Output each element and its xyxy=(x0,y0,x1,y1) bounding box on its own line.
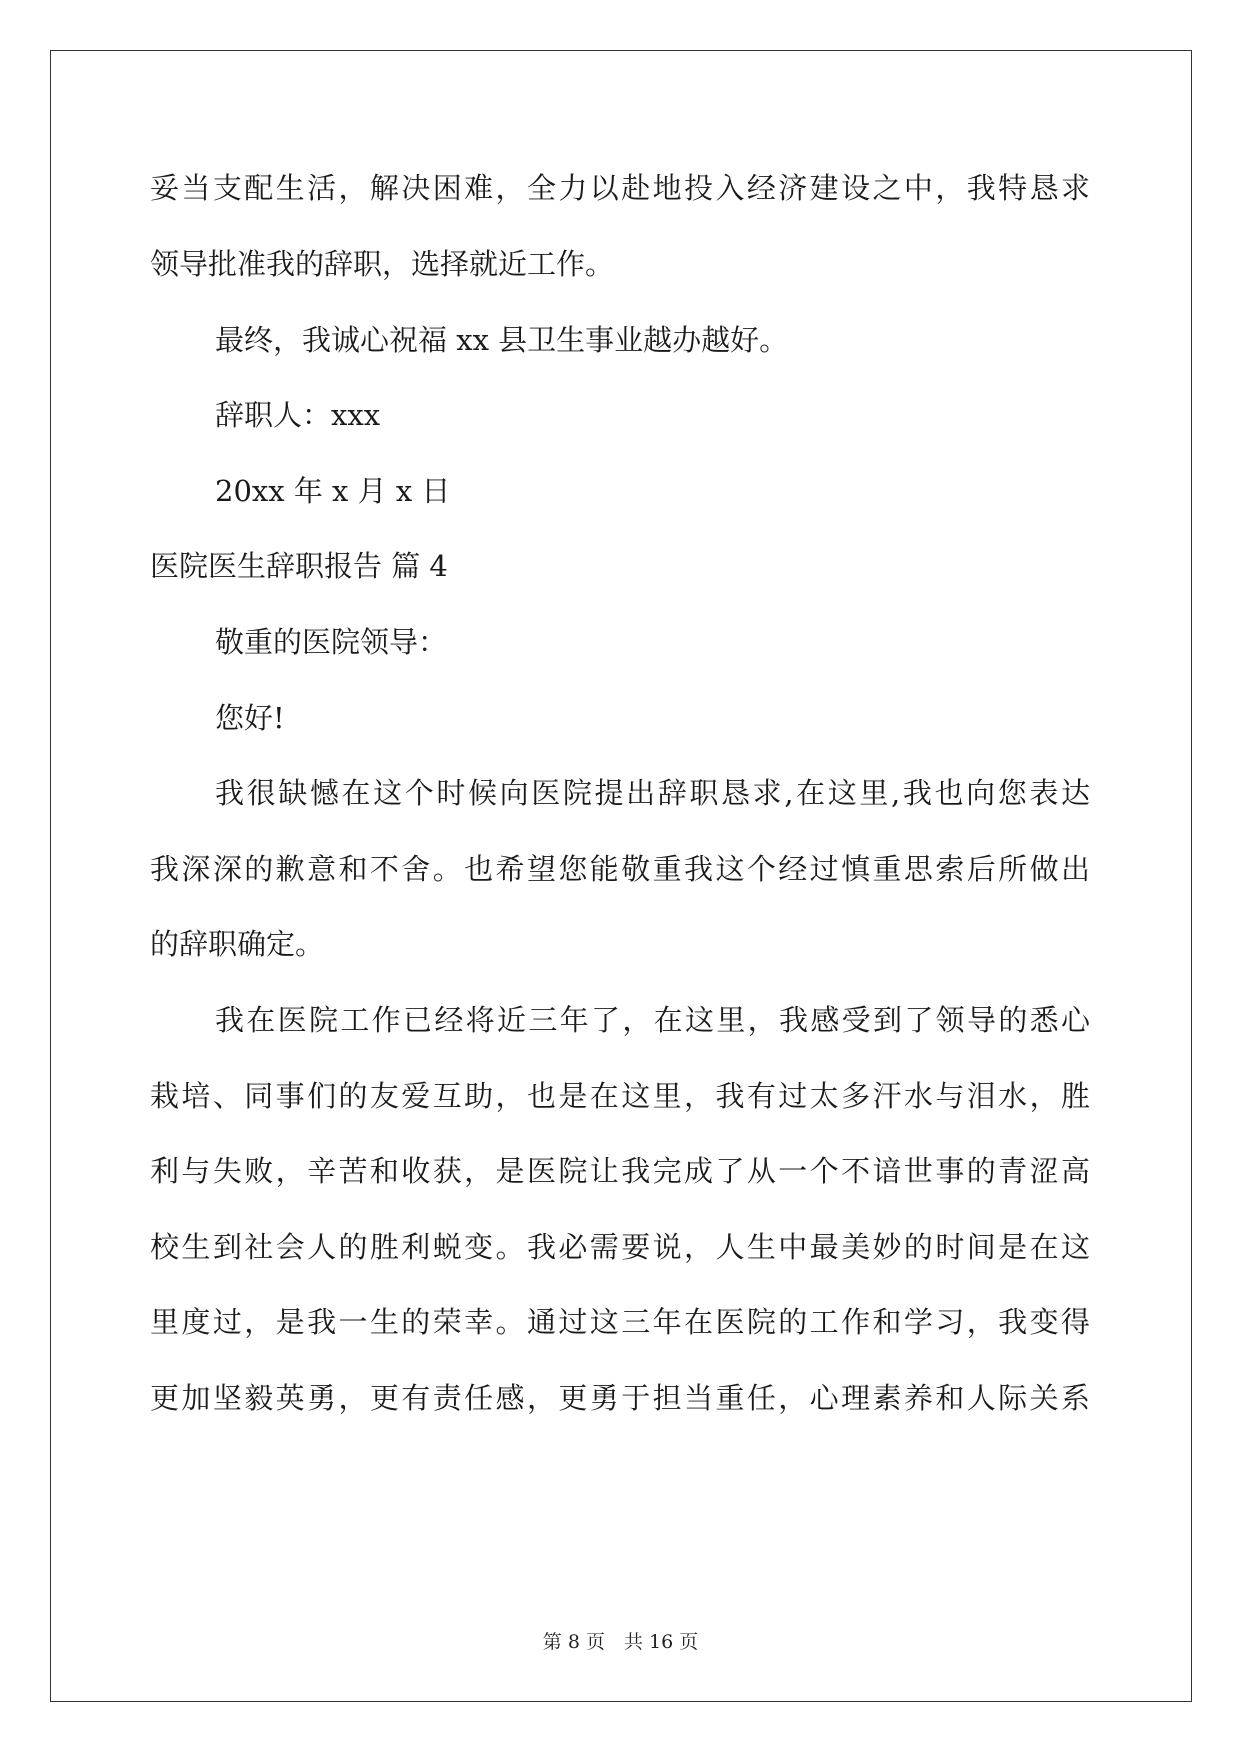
signature-line: 辞职人：xxx xyxy=(215,398,381,432)
text-line: 我深深的歉意和不舍。也希望您能敬重我这个经过慎重思索后所做出 xyxy=(150,852,1090,886)
text-line: 领导批准我的辞职，选择就近工作。 xyxy=(150,247,615,281)
text-line: 我很缺憾在这个时候向医院提出辞职恳求,在这里,我也向您表达 xyxy=(215,776,1090,810)
salutation: 敬重的医院领导： xyxy=(215,625,448,659)
text-line: 校生到社会人的胜利蜕变。我必需要说，人生中最美妙的时间是在这 xyxy=(150,1230,1090,1264)
page-number: 第 8 页 共 16 页 xyxy=(542,1631,699,1653)
text-line: 的辞职确定。 xyxy=(150,927,325,961)
text-line: 利与失败，辛苦和收获，是医院让我完成了从一个不谙世事的青涩高 xyxy=(150,1154,1090,1188)
text-line: 栽培、同事们的友爱互助，也是在这里，我有过太多汗水与泪水，胜 xyxy=(150,1079,1090,1113)
text-line: 妥当支配生活，解决困难，全力以赴地投入经济建设之中，我特恳求 xyxy=(150,171,1090,205)
text-line: 更加坚毅英勇，更有责任感，更勇于担当重任，心理素养和人际关系 xyxy=(150,1381,1090,1415)
greeting: 您好! xyxy=(215,701,285,735)
text-line: 最终，我诚心祝福 xx 县卫生事业越办越好。 xyxy=(215,323,789,357)
date-line: 20xx 年 x 月 x 日 xyxy=(215,474,451,508)
section-heading: 医院医生辞职报告 篇 4 xyxy=(150,549,448,583)
text-line: 我在医院工作已经将近三年了，在这里，我感受到了领导的悉心 xyxy=(215,1003,1090,1037)
text-line: 里度过，是我一生的荣幸。通过这三年在医院的工作和学习，我变得 xyxy=(150,1305,1090,1339)
